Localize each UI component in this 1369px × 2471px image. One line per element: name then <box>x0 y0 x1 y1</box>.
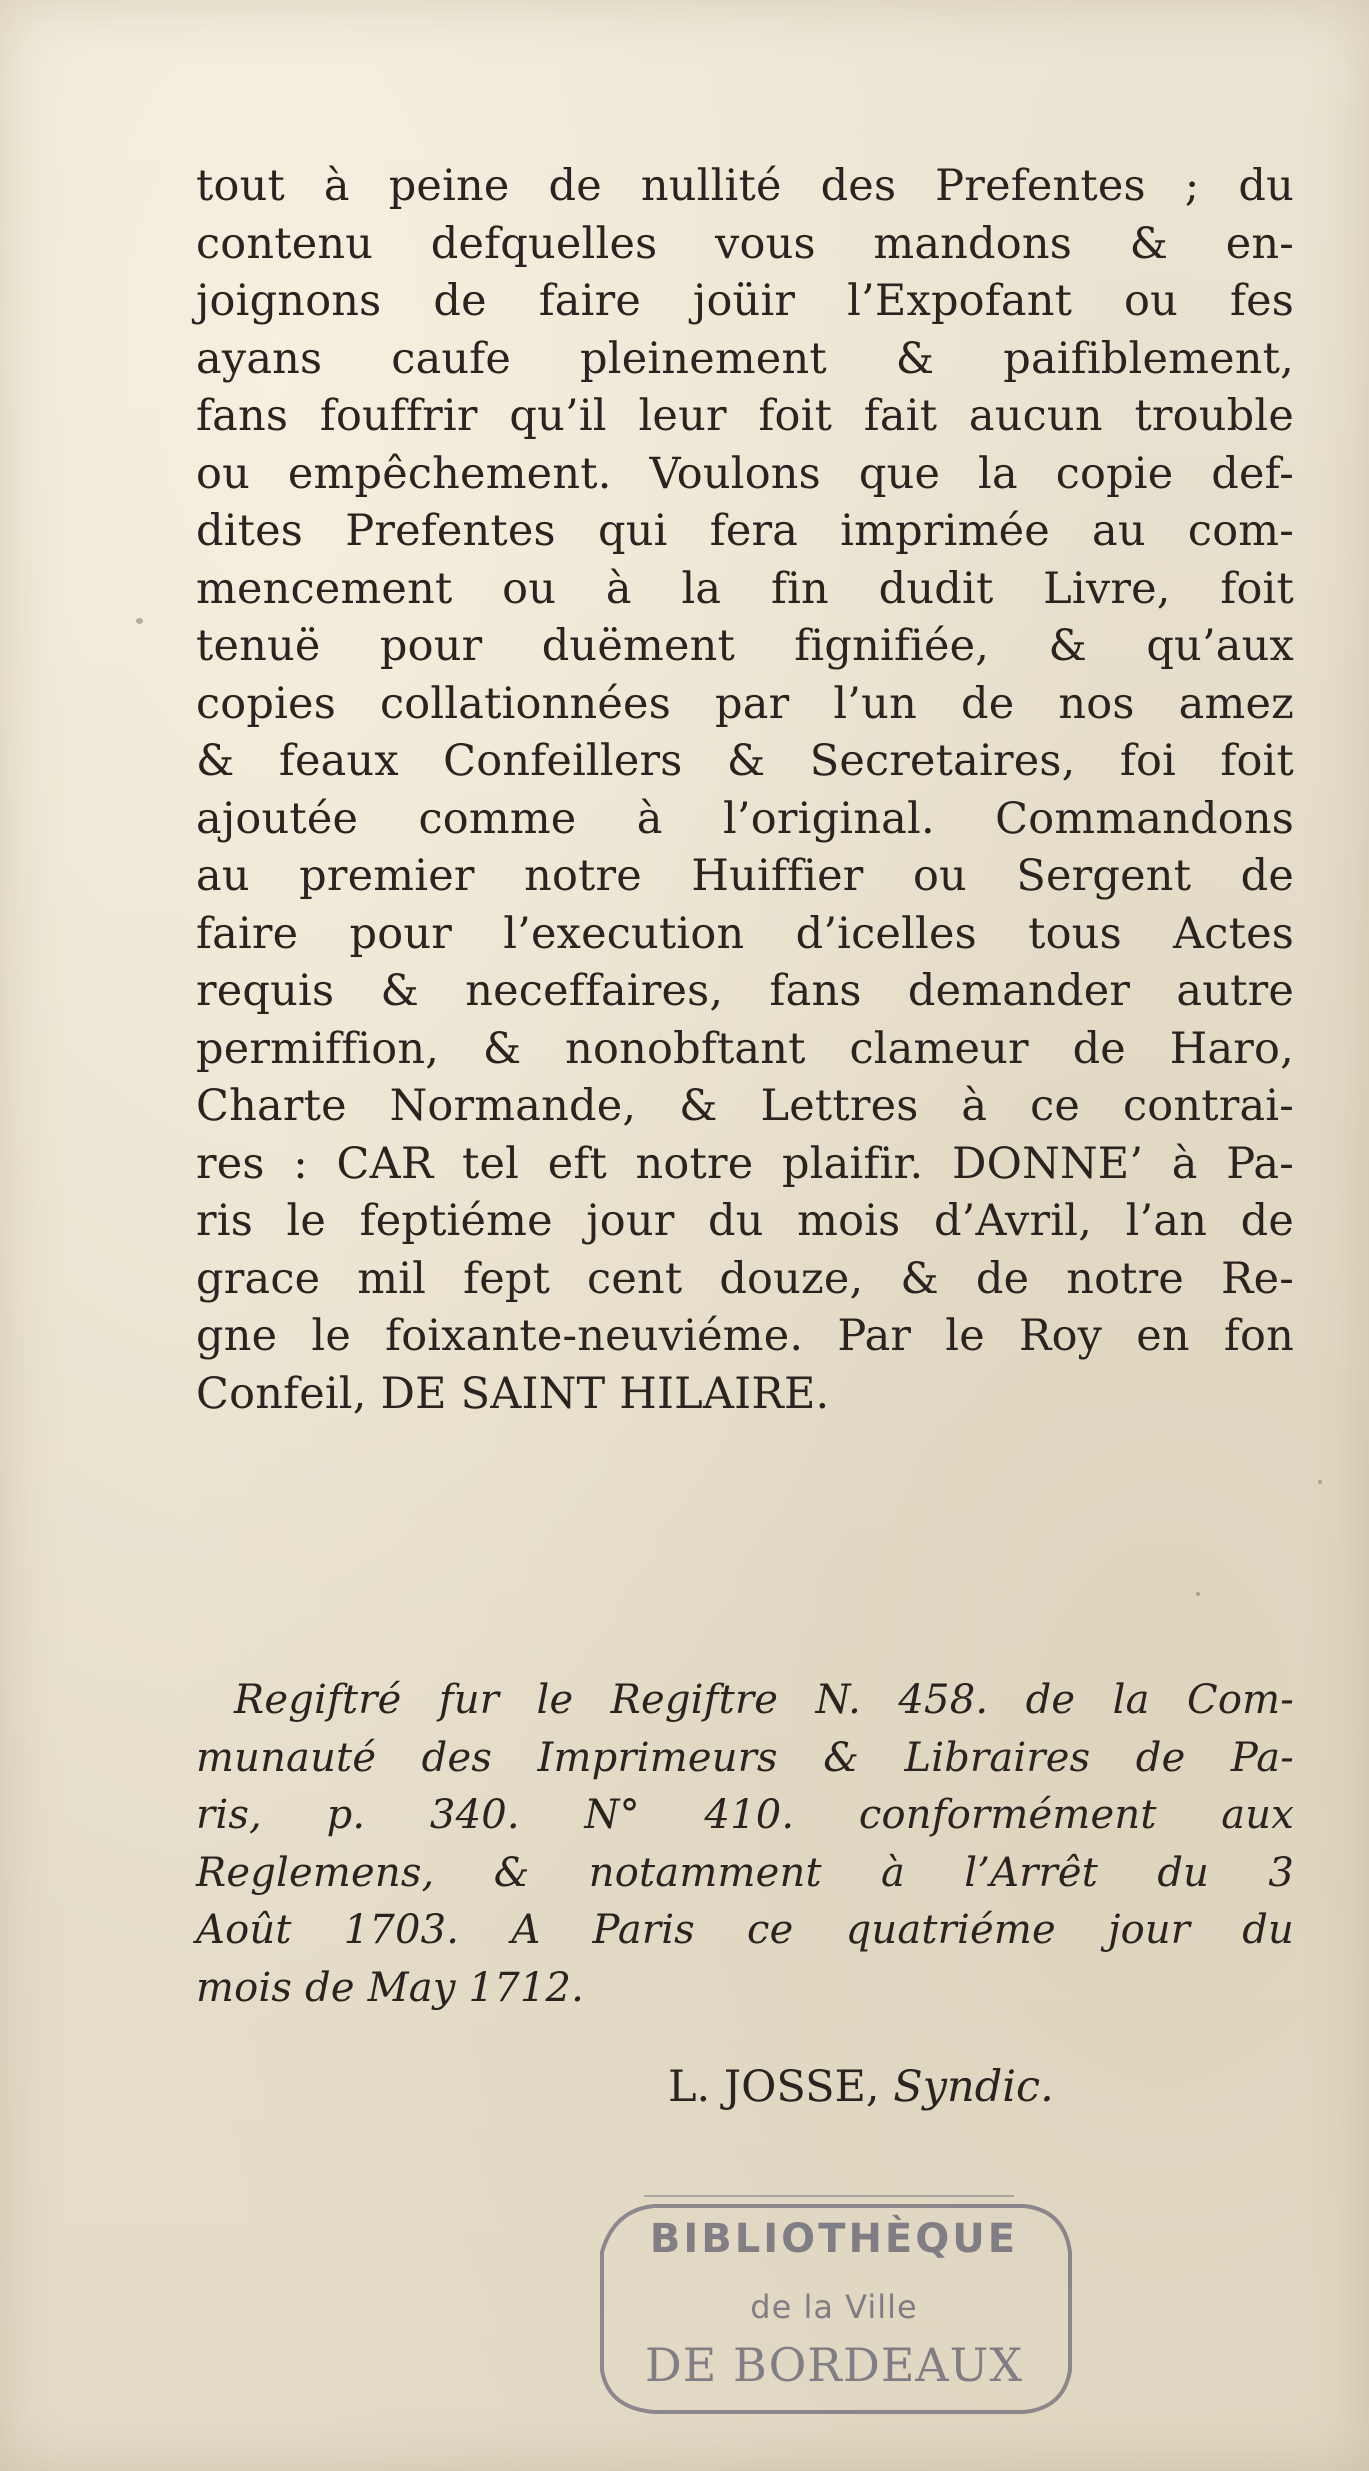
text-line: tout à peine de nullité des Prefentes ; du <box>196 161 1294 211</box>
text-line: ou empêchement. Voulons que la copie def- <box>196 448 1294 499</box>
text-line: copies collationnées par l’un de nos amez <box>196 678 1294 729</box>
registration-line: Août 1703. A Paris ce quatriéme jour du <box>196 1907 1294 1953</box>
registration-line: ris, p. 340. N° 410. conformément aux <box>196 1792 1294 1838</box>
text-line: Confeil, DE SAINT HILAIRE. <box>196 1368 830 1419</box>
text-line: & feaux Confeillers & Secretaires, foi foit <box>196 736 1294 786</box>
text-line: dites Prefentes qui fera imprimée au com- <box>196 506 1294 556</box>
library-stamp <box>584 2192 1084 2424</box>
text-line: gne le foixante-neuviéme. Par le Roy en fon <box>196 1311 1294 1361</box>
text-line: fans fouffrir qu’il leur foit fait aucun trouble <box>196 391 1294 441</box>
text-line: grace mil fept cent douze, & de notre Re- <box>196 1253 1294 1304</box>
text-line: contenu defquelles vous mandons & en- <box>196 218 1294 269</box>
text-line: tenuë pour duëment fignifiée, & qu’aux <box>196 621 1294 671</box>
text-line: au premier notre Huiffier ou Sergent de <box>196 851 1294 901</box>
registration-line: Reglemens, & notamment à l’Arrêt du 3 <box>196 1849 1294 1896</box>
paper-speck <box>136 618 143 624</box>
registration-note <box>196 1672 1294 2017</box>
text-line: ayans caufe pleinement & paifiblement, <box>196 333 1294 384</box>
text-line: joignons de faire joüir l’Expofant ou fes <box>196 276 1294 326</box>
text-line: ajoutée comme à l’original. Commandons <box>196 793 1294 844</box>
stamp-line-3: DE BORDEAUX <box>644 2338 1024 2392</box>
text-line: Charte Normande, & Lettres à ce contrai- <box>196 1081 1294 1131</box>
text-line: permiffion, & nonobftant clameur de Haro, <box>196 1023 1294 1074</box>
text-line: requis & neceffaires, fans demander autre <box>196 966 1294 1016</box>
registration-line: Regiftré fur le Regiftre N. 458. de la Com- <box>234 1677 1294 1723</box>
registration-line: mois de May 1712. <box>196 1964 585 2011</box>
stamp-line-1: BIBLIOTHÈQUE <box>649 2216 1019 2262</box>
text-line: res : CAR tel eft notre plaifir. DONNE’ à Pa- <box>196 1138 1294 1189</box>
stamp-line-2: de la Ville <box>750 2288 918 2326</box>
paper-speck <box>1318 1480 1322 1484</box>
syndic-signature <box>668 2062 1054 2112</box>
signature-title: Syndic. <box>893 2062 1054 2112</box>
registration-line: munauté des Imprimeurs & Libraires de Pa- <box>196 1734 1294 1781</box>
text-line: faire pour l’execution d’icelles tous Actes <box>196 908 1294 959</box>
privilege-text <box>196 158 1294 1423</box>
text-line: ris le feptiéme jour du mois d’Avril, l’an de <box>196 1196 1294 1246</box>
text-line: mencement ou à la fin dudit Livre, foit <box>196 563 1294 614</box>
signature-name: L. JOSSE, <box>668 2062 880 2112</box>
paper-speck <box>1196 1592 1200 1596</box>
